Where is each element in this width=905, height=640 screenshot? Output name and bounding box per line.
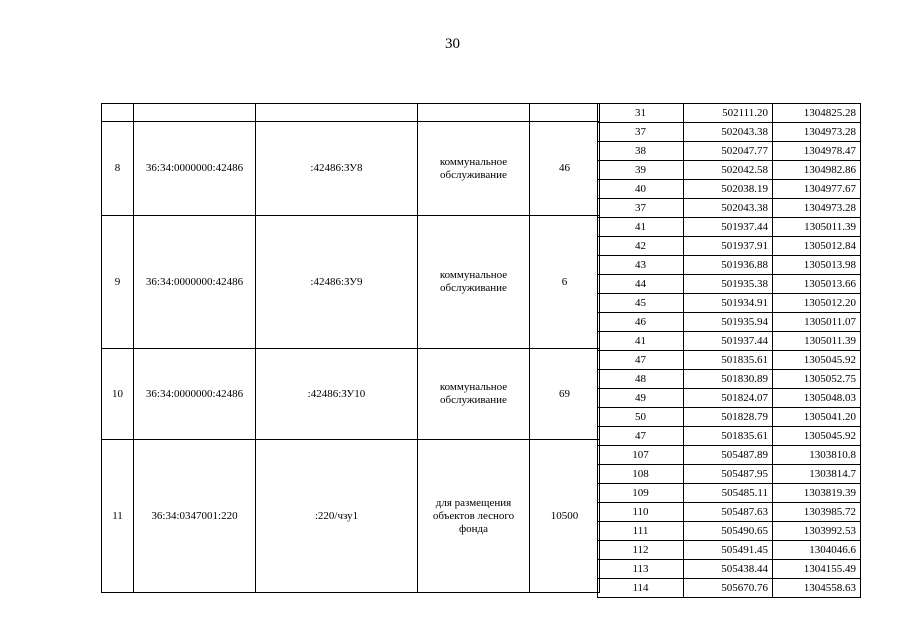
point-number-cell: 48	[598, 370, 684, 389]
permitted-use-cell: для размещения объектов лесного фонда	[418, 440, 530, 593]
y-coordinate-cell: 1305045.92	[773, 351, 861, 370]
point-number-cell: 49	[598, 389, 684, 408]
x-coordinate-cell: 502042.58	[684, 161, 773, 180]
point-number-cell: 40	[598, 180, 684, 199]
point-number-cell: 39	[598, 161, 684, 180]
x-coordinate-cell: 501937.91	[684, 237, 773, 256]
permitted-use-cell: коммунальное обслуживание	[418, 216, 530, 349]
coordinate-row	[598, 427, 861, 446]
area-cell: 69	[530, 349, 600, 440]
y-coordinate-cell: 1304973.28	[773, 199, 861, 218]
permitted-use-cell: коммунальное обслуживание	[418, 122, 530, 216]
x-coordinate-cell: 502043.38	[684, 123, 773, 142]
x-coordinate-cell: 502047.77	[684, 142, 773, 161]
x-coordinate-cell: 505438.44	[684, 560, 773, 579]
y-coordinate-cell: 1303814.7	[773, 465, 861, 484]
y-coordinate-cell: 1304973.28	[773, 123, 861, 142]
cadastral-number-cell: 36:34:0000000:42486	[134, 216, 256, 349]
coordinate-row	[598, 351, 861, 370]
area-cell: 6	[530, 216, 600, 349]
y-coordinate-cell: 1304046.6	[773, 541, 861, 560]
point-number-cell: 31	[598, 104, 684, 123]
y-coordinate-cell: 1305048.03	[773, 389, 861, 408]
point-number-cell: 46	[598, 313, 684, 332]
y-coordinate-cell: 1305052.75	[773, 370, 861, 389]
x-coordinate-cell: 501937.44	[684, 218, 773, 237]
table-row	[102, 440, 600, 593]
x-coordinate-cell: 501835.61	[684, 427, 773, 446]
y-coordinate-cell: 1305011.39	[773, 218, 861, 237]
y-coordinate-cell: 1305013.66	[773, 275, 861, 294]
row-number-cell	[102, 104, 134, 122]
x-coordinate-cell: 505487.89	[684, 446, 773, 465]
coordinate-row	[598, 370, 861, 389]
coordinate-row	[598, 560, 861, 579]
parcel-table	[101, 103, 861, 593]
y-coordinate-cell: 1305011.07	[773, 313, 861, 332]
y-coordinate-cell: 1305013.98	[773, 256, 861, 275]
parcel-designation-cell: :42486:ЗУ9	[256, 216, 418, 349]
page-number: 30	[445, 36, 460, 52]
y-coordinate-cell: 1304977.67	[773, 180, 861, 199]
table-row	[102, 349, 600, 440]
area-cell	[530, 104, 600, 122]
coordinate-row	[598, 541, 861, 560]
coordinate-row	[598, 465, 861, 484]
cadastral-number-cell: 36:34:0000000:42486	[134, 122, 256, 216]
y-coordinate-cell: 1305041.20	[773, 408, 861, 427]
table-row	[102, 216, 600, 349]
coordinate-row	[598, 237, 861, 256]
y-coordinate-cell: 1304982.86	[773, 161, 861, 180]
x-coordinate-cell: 501828.79	[684, 408, 773, 427]
point-number-cell: 50	[598, 408, 684, 427]
x-coordinate-cell: 501835.61	[684, 351, 773, 370]
table-row	[102, 104, 600, 122]
cadastral-number-cell: 36:34:0000000:42486	[134, 349, 256, 440]
x-coordinate-cell: 505485.11	[684, 484, 773, 503]
point-number-cell: 43	[598, 256, 684, 275]
point-number-cell: 108	[598, 465, 684, 484]
x-coordinate-cell: 501936.88	[684, 256, 773, 275]
coordinate-row	[598, 313, 861, 332]
x-coordinate-cell: 501935.94	[684, 313, 773, 332]
coordinate-row	[598, 256, 861, 275]
x-coordinate-cell: 505490.65	[684, 522, 773, 541]
coordinate-row	[598, 275, 861, 294]
coordinate-row	[598, 161, 861, 180]
x-coordinate-cell: 502111.20	[684, 104, 773, 123]
point-number-cell: 47	[598, 351, 684, 370]
point-number-cell: 44	[598, 275, 684, 294]
point-number-cell: 38	[598, 142, 684, 161]
coordinate-row	[598, 389, 861, 408]
point-number-cell: 41	[598, 332, 684, 351]
coordinate-row	[598, 294, 861, 313]
point-number-cell: 110	[598, 503, 684, 522]
x-coordinate-cell: 502038.19	[684, 180, 773, 199]
point-number-cell: 37	[598, 199, 684, 218]
cadastral-number-cell: 36:34:0347001:220	[134, 440, 256, 593]
row-number-cell: 11	[102, 440, 134, 593]
x-coordinate-cell: 501935.38	[684, 275, 773, 294]
row-number-cell: 8	[102, 122, 134, 216]
y-coordinate-cell: 1304558.63	[773, 579, 861, 598]
coordinate-row	[598, 123, 861, 142]
area-cell: 10500	[530, 440, 600, 593]
coordinate-row	[598, 484, 861, 503]
area-cell: 46	[530, 122, 600, 216]
x-coordinate-cell: 505487.95	[684, 465, 773, 484]
parcel-designation-cell: :42486:ЗУ8	[256, 122, 418, 216]
coordinate-row	[598, 332, 861, 351]
row-number-cell: 9	[102, 216, 134, 349]
parcel-info-table	[101, 103, 600, 593]
permitted-use-cell: коммунальное обслуживание	[418, 349, 530, 440]
point-number-cell: 112	[598, 541, 684, 560]
y-coordinate-cell: 1305045.92	[773, 427, 861, 446]
parcel-designation-cell: :42486:ЗУ10	[256, 349, 418, 440]
point-number-cell: 42	[598, 237, 684, 256]
point-number-cell: 111	[598, 522, 684, 541]
permitted-use-cell	[418, 104, 530, 122]
coordinate-row	[598, 104, 861, 123]
y-coordinate-cell: 1305011.39	[773, 332, 861, 351]
table-row	[102, 122, 600, 216]
coordinate-row	[598, 180, 861, 199]
row-number-cell: 10	[102, 349, 134, 440]
point-number-cell: 114	[598, 579, 684, 598]
coordinate-row	[598, 408, 861, 427]
x-coordinate-cell: 502043.38	[684, 199, 773, 218]
x-coordinate-cell: 505670.76	[684, 579, 773, 598]
parcel-designation-cell: :220/чзу1	[256, 440, 418, 593]
coordinate-row	[598, 199, 861, 218]
coordinates-table	[597, 103, 861, 598]
parcel-designation-cell	[256, 104, 418, 122]
point-number-cell: 109	[598, 484, 684, 503]
coordinate-row	[598, 142, 861, 161]
x-coordinate-cell: 505487.63	[684, 503, 773, 522]
x-coordinate-cell: 505491.45	[684, 541, 773, 560]
y-coordinate-cell: 1304825.28	[773, 104, 861, 123]
y-coordinate-cell: 1305012.84	[773, 237, 861, 256]
point-number-cell: 113	[598, 560, 684, 579]
x-coordinate-cell: 501824.07	[684, 389, 773, 408]
y-coordinate-cell: 1303810.8	[773, 446, 861, 465]
y-coordinate-cell: 1303992.53	[773, 522, 861, 541]
coordinate-row	[598, 522, 861, 541]
point-number-cell: 47	[598, 427, 684, 446]
y-coordinate-cell: 1303819.39	[773, 484, 861, 503]
coordinate-row	[598, 218, 861, 237]
coordinate-row	[598, 503, 861, 522]
y-coordinate-cell: 1305012.20	[773, 294, 861, 313]
coordinate-row	[598, 579, 861, 598]
y-coordinate-cell: 1304155.49	[773, 560, 861, 579]
point-number-cell: 45	[598, 294, 684, 313]
point-number-cell: 37	[598, 123, 684, 142]
x-coordinate-cell: 501934.91	[684, 294, 773, 313]
point-number-cell: 41	[598, 218, 684, 237]
coordinate-row	[598, 446, 861, 465]
y-coordinate-cell: 1303985.72	[773, 503, 861, 522]
x-coordinate-cell: 501937.44	[684, 332, 773, 351]
cadastral-number-cell	[134, 104, 256, 122]
y-coordinate-cell: 1304978.47	[773, 142, 861, 161]
x-coordinate-cell: 501830.89	[684, 370, 773, 389]
point-number-cell: 107	[598, 446, 684, 465]
